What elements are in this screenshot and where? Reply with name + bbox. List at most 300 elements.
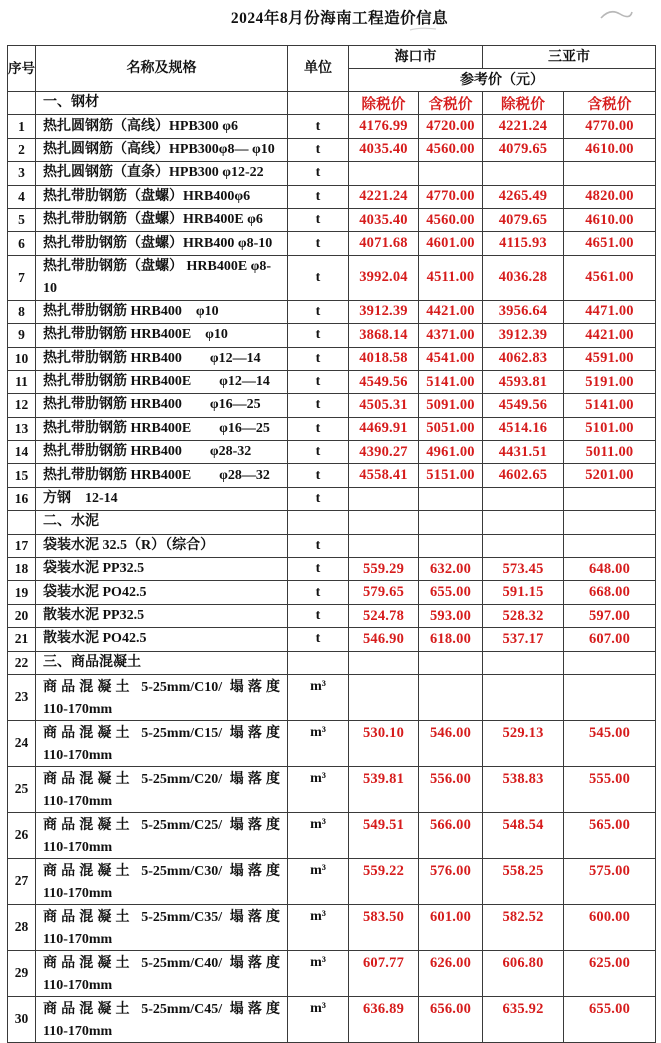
cell-serial: 1 [8,115,36,138]
cell-haikou-extax-price [349,674,419,720]
cell-unit: t [288,394,349,417]
cell-haikou-inctax-price: 5151.00 [419,464,483,487]
item-name-line2: 110-170mm [43,885,113,901]
item-name: 商品混凝土 5-25mm/C15/ 塌落度 [43,725,280,741]
cell-serial: 15 [8,464,36,487]
cell-unit: t [288,441,349,464]
cell-unit: m³ [288,674,349,720]
cell-name [36,208,288,231]
cell-unit: t [288,300,349,323]
table-row [8,812,656,858]
cell-name [36,487,288,510]
cell-sanya-inctax-price [564,162,656,185]
cell-sanya-extax-price: 4221.24 [483,115,564,138]
cell-serial [8,511,36,534]
cell-serial: 4 [8,185,36,208]
cell-sanya-extax-price: 4549.56 [483,394,564,417]
cell-sanya-extax-price: 582.52 [483,904,564,950]
cell-haikou-extax-price: 549.51 [349,812,419,858]
table-row [8,904,656,950]
cell-name [36,162,288,185]
item-name: 热扎带肋钢筋（盘螺）HRB400φ6 [43,188,251,204]
item-name: 热扎带肋钢筋（盘螺） HRB400E φ8-10 [43,258,272,296]
cell-haikou-inctax-price [419,651,483,674]
cell-sanya-extax-price: 除税价 [483,92,564,115]
item-name: 热扎带肋钢筋 HRB400E φ10 [43,327,228,343]
header-row-cities [8,46,656,69]
cell-serial: 17 [8,534,36,557]
table-row [8,138,656,161]
item-name: 袋装水泥 PO42.5 [43,584,147,600]
cell-haikou-extax-price: 583.50 [349,904,419,950]
cell-name [36,92,288,115]
cell-haikou-extax-price: 607.77 [349,950,419,996]
cell-serial: 24 [8,720,36,766]
cell-sanya-extax-price [483,674,564,720]
cell-serial: 20 [8,604,36,627]
cell-haikou-extax-price: 4505.31 [349,394,419,417]
table-row [8,950,656,996]
cell-name [36,255,288,300]
cell-sanya-inctax-price [564,487,656,510]
cell-haikou-extax-price: 4035.40 [349,208,419,231]
item-name: 热扎带肋钢筋 HRB400 φ16—25 [43,397,261,413]
item-name: 热扎带肋钢筋 HRB400E φ28—32 [43,467,270,483]
cell-haikou-extax-price: 4071.68 [349,232,419,255]
cell-serial: 19 [8,581,36,604]
cell-sanya-inctax-price: 4421.00 [564,324,656,347]
cell-haikou-extax-price: 530.10 [349,720,419,766]
cell-sanya-extax-price: 529.13 [483,720,564,766]
table-row [8,558,656,581]
cell-haikou-extax-price [349,651,419,674]
table-row [8,487,656,510]
item-name: 热扎圆钢筋（高线）HPB300 φ6 [43,118,239,134]
cell-haikou-inctax-price: 566.00 [419,812,483,858]
cell-sanya-inctax-price: 625.00 [564,950,656,996]
table-row [8,628,656,651]
cell-sanya-extax-price: 4062.83 [483,347,564,370]
cell-haikou-extax-price [349,534,419,557]
cell-haikou-inctax-price: 593.00 [419,604,483,627]
table-row [8,115,656,138]
cell-unit: t [288,487,349,510]
item-name: 袋装水泥 PP32.5 [43,561,145,577]
cell-haikou-inctax-price: 601.00 [419,904,483,950]
cell-haikou-extax-price: 579.65 [349,581,419,604]
table-row [8,255,656,300]
item-name: 商品混凝土 5-25mm/C10/ 塌落度 [43,679,280,695]
cell-name [36,858,288,904]
cell-name [36,370,288,393]
cell-name [36,651,288,674]
cell-sanya-inctax-price: 565.00 [564,812,656,858]
cell-haikou-inctax-price: 5051.00 [419,417,483,440]
cell-unit [288,511,349,534]
cell-serial: 14 [8,441,36,464]
table-row [8,511,656,534]
cell-unit [288,92,349,115]
cell-sanya-inctax-price: 5101.00 [564,417,656,440]
header-serial: 序号 [8,46,36,92]
cell-haikou-extax-price: 3992.04 [349,255,419,300]
cell-sanya-inctax-price: 607.00 [564,628,656,651]
cell-name [36,996,288,1042]
cell-sanya-extax-price: 573.45 [483,558,564,581]
cell-haikou-inctax-price: 632.00 [419,558,483,581]
cell-haikou-inctax-price [419,534,483,557]
cell-haikou-inctax-price: 4720.00 [419,115,483,138]
cell-haikou-extax-price: 524.78 [349,604,419,627]
cell-haikou-inctax-price [419,511,483,534]
cell-sanya-extax-price: 4514.16 [483,417,564,440]
table-row [8,766,656,812]
cell-sanya-extax-price: 537.17 [483,628,564,651]
table-row [8,324,656,347]
cell-unit: m³ [288,766,349,812]
cell-name [36,441,288,464]
cell-haikou-extax-price: 4018.58 [349,347,419,370]
item-name-line2: 110-170mm [43,1023,113,1039]
cell-unit: t [288,464,349,487]
item-name-line2: 110-170mm [43,747,113,763]
cell-name [36,720,288,766]
table-row [8,858,656,904]
header-unit: 单位 [288,46,349,92]
cell-serial: 30 [8,996,36,1042]
cell-haikou-inctax-price [419,674,483,720]
cell-unit: m³ [288,950,349,996]
cell-serial [8,92,36,115]
cell-sanya-extax-price: 4036.28 [483,255,564,300]
cell-unit: t [288,185,349,208]
cell-unit: m³ [288,812,349,858]
item-name: 热扎圆钢筋（直条）HPB300 φ12-22 [43,165,264,181]
cell-unit: t [288,534,349,557]
item-name: 商品混凝土 5-25mm/C20/ 塌落度 [43,771,280,787]
cell-haikou-inctax-price: 546.00 [419,720,483,766]
cell-haikou-inctax-price: 含税价 [419,92,483,115]
table-row [8,674,656,720]
cell-unit: t [288,162,349,185]
table-body [8,92,656,1043]
cell-name [36,232,288,255]
cell-sanya-inctax-price [564,651,656,674]
cell-sanya-extax-price [483,511,564,534]
cell-haikou-extax-price [349,511,419,534]
cell-sanya-extax-price: 4431.51 [483,441,564,464]
cell-unit: t [288,558,349,581]
table-row [8,720,656,766]
cell-unit: t [288,255,349,300]
cell-unit: m³ [288,996,349,1042]
cell-haikou-inctax-price: 655.00 [419,581,483,604]
cell-haikou-extax-price [349,487,419,510]
cell-sanya-inctax-price: 含税价 [564,92,656,115]
cell-sanya-inctax-price: 5011.00 [564,441,656,464]
cell-sanya-extax-price: 3912.39 [483,324,564,347]
cell-haikou-extax-price: 除税价 [349,92,419,115]
cell-haikou-extax-price: 4221.24 [349,185,419,208]
table-row [8,464,656,487]
cell-serial: 2 [8,138,36,161]
item-name: 热扎带肋钢筋 HRB400 φ28-32 [43,444,252,460]
cell-sanya-inctax-price: 4610.00 [564,138,656,161]
cell-haikou-inctax-price: 626.00 [419,950,483,996]
cell-haikou-inctax-price: 618.00 [419,628,483,651]
item-name: 热扎带肋钢筋 HRB400 φ12—14 [43,350,261,366]
cell-haikou-extax-price [349,162,419,185]
cell-unit: t [288,628,349,651]
cell-serial: 27 [8,858,36,904]
cell-haikou-extax-price: 4558.41 [349,464,419,487]
cell-serial: 18 [8,558,36,581]
cell-haikou-inctax-price: 5141.00 [419,370,483,393]
item-name: 商品混凝土 5-25mm/C45/ 塌落度 [43,1001,280,1017]
cell-unit: t [288,324,349,347]
table-row [8,534,656,557]
header-reference-price: 参考价（元） [349,69,656,92]
cell-name [36,674,288,720]
cell-sanya-inctax-price: 600.00 [564,904,656,950]
cell-serial: 29 [8,950,36,996]
item-name: 三、商品混凝土 [43,654,141,670]
cell-sanya-inctax-price [564,534,656,557]
item-name: 商品混凝土 5-25mm/C40/ 塌落度 [43,955,280,971]
cell-unit: t [288,138,349,161]
table-row [8,208,656,231]
cell-unit: t [288,417,349,440]
cell-sanya-inctax-price: 4651.00 [564,232,656,255]
item-name: 商品混凝土 5-25mm/C30/ 塌落度 [43,863,280,879]
cell-sanya-inctax-price: 668.00 [564,581,656,604]
cell-sanya-extax-price: 548.54 [483,812,564,858]
cell-sanya-extax-price: 558.25 [483,858,564,904]
cell-haikou-inctax-price: 556.00 [419,766,483,812]
item-name: 方钢 12-14 [43,491,118,507]
item-name-line2: 110-170mm [43,701,113,717]
cell-serial: 3 [8,162,36,185]
cell-haikou-extax-price: 4549.56 [349,370,419,393]
cell-name [36,766,288,812]
cell-sanya-inctax-price: 4591.00 [564,347,656,370]
table-row [8,417,656,440]
cell-haikou-extax-price: 4176.99 [349,115,419,138]
cell-sanya-inctax-price: 4820.00 [564,185,656,208]
page-title: 2024年8月份海南工程造价信息 [230,10,449,27]
cell-sanya-inctax-price: 4610.00 [564,208,656,231]
item-name: 热扎带肋钢筋（盘螺）HRB400 φ8-10 [43,235,273,251]
cell-sanya-extax-price: 528.32 [483,604,564,627]
table-row [8,394,656,417]
cell-name [36,138,288,161]
cell-serial: 11 [8,370,36,393]
table-row [8,996,656,1042]
table-row [8,232,656,255]
item-name: 散装水泥 PP32.5 [43,608,145,623]
cell-haikou-inctax-price: 4511.00 [419,255,483,300]
cell-name [36,115,288,138]
cell-sanya-inctax-price: 648.00 [564,558,656,581]
cell-haikou-extax-price: 546.90 [349,628,419,651]
cell-name [36,464,288,487]
cell-name [36,558,288,581]
cell-serial: 9 [8,324,36,347]
cell-sanya-inctax-price [564,511,656,534]
cell-sanya-extax-price: 4265.49 [483,185,564,208]
cell-serial: 7 [8,255,36,300]
cell-unit [288,651,349,674]
cell-serial: 26 [8,812,36,858]
item-name-line2: 110-170mm [43,931,113,947]
cell-sanya-inctax-price: 575.00 [564,858,656,904]
cell-haikou-extax-price: 3868.14 [349,324,419,347]
cell-haikou-inctax-price [419,162,483,185]
cell-haikou-extax-price: 4390.27 [349,441,419,464]
cell-sanya-inctax-price: 555.00 [564,766,656,812]
cell-unit: m³ [288,858,349,904]
cell-serial: 10 [8,347,36,370]
table-row [8,347,656,370]
cell-haikou-inctax-price [419,487,483,510]
cell-haikou-inctax-price: 4421.00 [419,300,483,323]
cell-serial: 16 [8,487,36,510]
item-name-line2: 110-170mm [43,839,113,855]
cell-sanya-extax-price: 635.92 [483,996,564,1042]
cell-haikou-inctax-price: 5091.00 [419,394,483,417]
item-name: 商品混凝土 5-25mm/C35/ 塌落度 [43,909,280,925]
cell-sanya-inctax-price: 4471.00 [564,300,656,323]
table-row [8,162,656,185]
cell-name [36,812,288,858]
cell-unit: t [288,115,349,138]
cell-haikou-extax-price: 4469.91 [349,417,419,440]
cell-haikou-extax-price: 3912.39 [349,300,419,323]
cell-sanya-extax-price [483,487,564,510]
cell-serial: 21 [8,628,36,651]
header-name-spec: 名称及规格 [36,46,288,92]
cell-haikou-extax-price: 559.22 [349,858,419,904]
cell-name [36,185,288,208]
cell-haikou-inctax-price: 4770.00 [419,185,483,208]
item-name: 热扎带肋钢筋 HRB400E φ12—14 [43,374,270,390]
cell-serial: 13 [8,417,36,440]
header-city-sanya: 三亚市 [483,46,656,69]
cell-unit: m³ [288,904,349,950]
cell-haikou-extax-price: 636.89 [349,996,419,1042]
cell-sanya-extax-price: 4115.93 [483,232,564,255]
cell-sanya-inctax-price: 597.00 [564,604,656,627]
cell-haikou-inctax-price: 4560.00 [419,138,483,161]
cell-name [36,628,288,651]
header-city-haikou: 海口市 [349,46,483,69]
item-name: 二、水泥 [43,514,99,530]
table-row [8,185,656,208]
table-row [8,300,656,323]
cell-name [36,324,288,347]
cell-sanya-extax-price: 4593.81 [483,370,564,393]
cell-sanya-inctax-price: 4561.00 [564,255,656,300]
item-name: 热扎圆钢筋（高线）HPB300φ8— φ10 [43,141,275,157]
item-name: 热扎带肋钢筋（盘螺）HRB400E φ6 [43,212,263,228]
cell-name [36,534,288,557]
cell-sanya-inctax-price: 545.00 [564,720,656,766]
item-name: 商品混凝土 5-25mm/C25/ 塌落度 [43,817,280,833]
cell-serial: 12 [8,394,36,417]
cell-unit: m³ [288,720,349,766]
cell-haikou-inctax-price: 576.00 [419,858,483,904]
table-row [8,581,656,604]
cell-unit: t [288,370,349,393]
cell-sanya-extax-price: 538.83 [483,766,564,812]
cell-haikou-extax-price: 539.81 [349,766,419,812]
cell-sanya-extax-price: 591.15 [483,581,564,604]
table-row [8,441,656,464]
cell-sanya-inctax-price: 5141.00 [564,394,656,417]
item-name: 热扎带肋钢筋 HRB400E φ16—25 [43,420,270,436]
cell-serial: 23 [8,674,36,720]
cell-sanya-extax-price: 606.80 [483,950,564,996]
cell-haikou-inctax-price: 4560.00 [419,208,483,231]
price-table [7,45,656,1043]
cell-haikou-inctax-price: 4541.00 [419,347,483,370]
cell-sanya-extax-price [483,651,564,674]
cell-sanya-inctax-price: 655.00 [564,996,656,1042]
cell-serial: 22 [8,651,36,674]
cell-haikou-extax-price: 4035.40 [349,138,419,161]
cell-haikou-inctax-price: 4961.00 [419,441,483,464]
cell-name [36,394,288,417]
item-name: 一、钢材 [43,95,99,111]
cell-haikou-inctax-price: 4371.00 [419,324,483,347]
cell-unit: t [288,347,349,370]
cell-unit: t [288,604,349,627]
cell-name [36,950,288,996]
cell-haikou-inctax-price: 4601.00 [419,232,483,255]
cell-sanya-inctax-price: 4770.00 [564,115,656,138]
cell-sanya-extax-price: 4602.65 [483,464,564,487]
cell-name [36,581,288,604]
table-row [8,370,656,393]
cell-serial: 5 [8,208,36,231]
cell-name [36,417,288,440]
cell-serial: 28 [8,904,36,950]
table-row [8,651,656,674]
cell-unit: t [288,232,349,255]
cell-name [36,604,288,627]
table-row [8,92,656,115]
cell-serial: 8 [8,300,36,323]
cell-sanya-extax-price: 4079.65 [483,208,564,231]
cell-serial: 25 [8,766,36,812]
cell-sanya-extax-price [483,162,564,185]
cell-sanya-inctax-price [564,674,656,720]
cell-unit: t [288,208,349,231]
cell-sanya-inctax-price: 5191.00 [564,370,656,393]
cell-name [36,300,288,323]
cell-haikou-extax-price: 559.29 [349,558,419,581]
cell-name [36,347,288,370]
item-name: 散装水泥 PO42.5 [43,631,147,647]
cell-name [36,904,288,950]
cell-sanya-extax-price: 3956.64 [483,300,564,323]
item-name: 热扎带肋钢筋 HRB400 φ10 [43,303,219,319]
item-name-line2: 110-170mm [43,977,113,993]
cell-serial: 6 [8,232,36,255]
table-row [8,604,656,627]
cell-name [36,511,288,534]
item-name: 袋装水泥 32.5（R）（综合） [43,537,215,553]
